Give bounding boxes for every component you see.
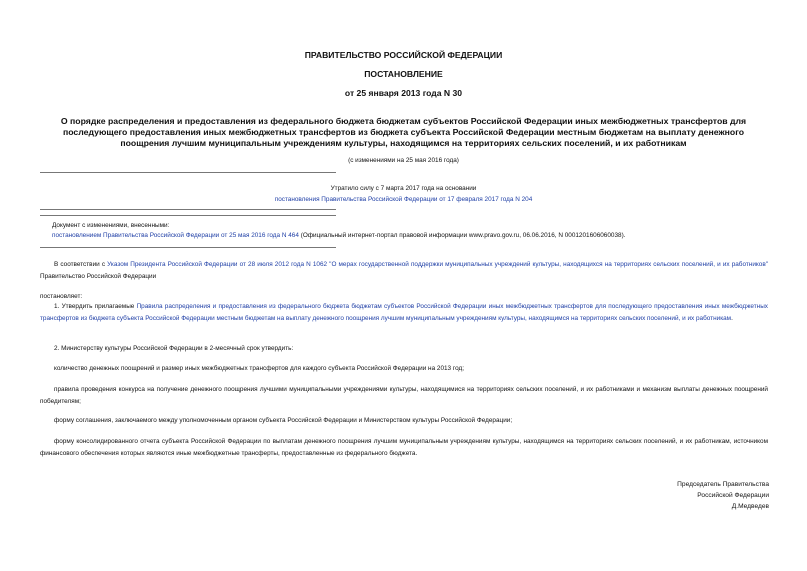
divider [40,172,336,173]
signature-block [569,479,769,512]
repeal-text: Утратило силу с 7 марта 2017 года на основании [330,185,477,192]
signature-org: Российской Федерации [697,492,769,499]
changes-line [52,231,767,241]
subitem: форму соглашения, заключаемого между уполномоченным органом субъекта Российской Федерации и Министерством культуры Российской Федерации; [54,417,513,424]
item-1-suffix: . [731,314,733,322]
divider [40,215,336,216]
government-name: ПРАВИТЕЛЬСТВО РОССИЙСКОЙ ФЕДЕРАЦИИ [304,50,503,60]
presidential-decree-link[interactable]: Указом Президента Российской Федерации от 28 июля 2012 года N 1062 "О мерах государственной поддержки муниципальных учреждений культуры, находящихся на территориях сельских поселений, и их работников" [107,261,768,268]
repeal-link-line [40,195,767,205]
subitem: количество денежных поощрений и размер иных межбюджетных трансфертов для каждого субъекта Российской Федерации на 2013 год; [54,365,464,372]
subitem: правила проведения конкурса на получение денежного поощрения лучшими муниципальными учреждениями культуры, находящимися на территориях сельских поселений, и их работниками и механизм выплаты денежных поощрений победителям; [40,386,768,405]
amendments-note: (с изменениями на 25 мая 2016 года) [348,157,459,164]
amending-decree-link[interactable]: постановлением Правительства Российской Федерации от 25 мая 2016 года N 464 [52,232,299,239]
rules-link[interactable]: Правила распределения и предоставления из федерального бюджета бюджетам субъектов Российской Федерации иных межбюджетных трансфертов для последующего предоставления иных межбюджетных трансфертов из бюджета субъекта Российской Федерации местным бюджетам на выплату денежного поощрения лучшим муниципальным учреждениям культуры, находящимся на территориях сельских поселений, и их работникам [40,303,768,322]
divider [40,209,336,210]
preamble-suffix: Правительство Российской Федерации [40,272,157,280]
document-type: ПОСТАНОВЛЕНИЕ [364,69,443,79]
document-date-number: от 25 января 2013 года N 30 [344,88,463,98]
item-2: 2. Министерству культуры Российской Федерации в 2-месячный срок утвердить: [54,345,294,352]
repeal-decree-link[interactable]: постановления Правительства Российской Федерации от 17 февраля 2017 года N 204 [274,196,533,203]
preamble-prefix: В соответствии с [54,261,108,268]
changes-intro: Документ с изменениями, внесенными: [52,222,170,229]
changes-source: (Официальный интернет-портал правовой информации www.pravo.gov.ru, 06.06.2016, N 0001201606060038). [298,232,626,239]
divider [40,247,336,248]
document-title: О порядке распределения и предоставления из федерального бюджета бюджетам субъектов Российской Федерации иных межбюджетных трансфертов для последующего предоставления иных межбюджетных трансфертов из бюджета субъекта Российской Федерации местным бюджетам на выплату денежного поощрения лучшим муниципальным учреждениям культуры, находящимся на территориях сельских поселений, и их работникам [60,116,747,148]
item-1-prefix: 1. Утвердить прилагаемые [54,303,137,310]
subitem: форму консолидированного отчета субъекта Российской Федерации по выплатам денежного поощрения лучшим муниципальным учреждениям культуры, находящимся на территориях сельских поселений, и их работникам, источником финансового обеспечения которых являются иные межбюджетные трансферты, предоставленные из федерального бюджета. [40,438,768,457]
signature-name: Д.Медведев [731,503,769,510]
item-1 [40,301,768,324]
preamble [40,259,768,282]
decides-line: постановляет: [40,293,83,300]
signature-title: Председатель Правительства [677,481,769,488]
